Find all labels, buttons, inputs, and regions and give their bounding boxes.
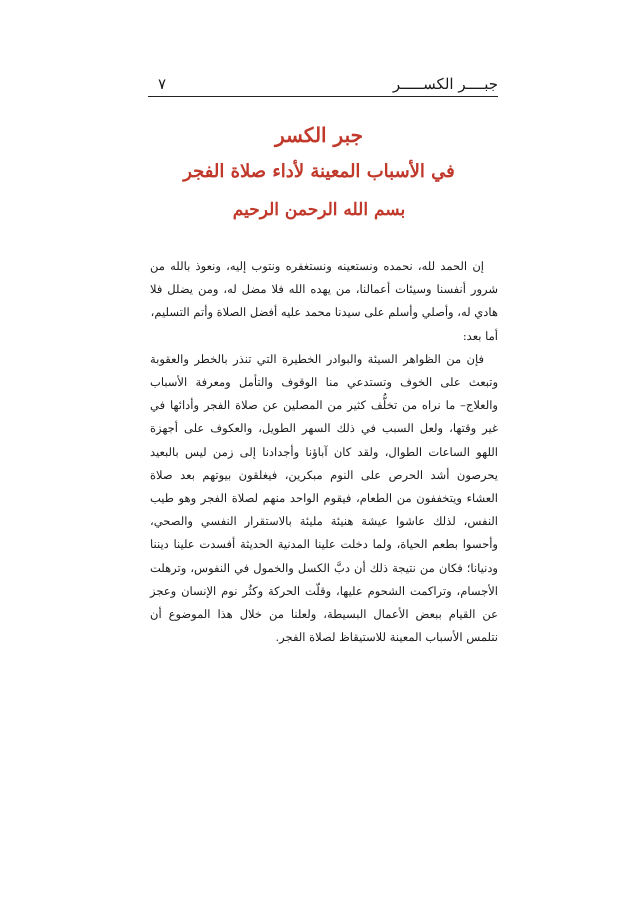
- body-text: [150, 255, 498, 649]
- running-header: [148, 74, 498, 97]
- document-subtitle: في الأسباب المعينة لأداء صلاة الفجر: [183, 161, 455, 182]
- document-title: جبر الكسر: [275, 123, 363, 147]
- page-number: ٧: [158, 75, 167, 93]
- main-paragraph: فإن من الظواهر السيئة والبوادر الخطيرة التي تنذر بالخطر والعقوبة وتبعث على الخوف وتستدعي منا الوقوف والتأمل ومعرفة الأسباب والعلاج– ما نراه من تخلُّف كثير من المصلين عن صلاة الفجر وأدائها في غير وقتها، ولعل السبب في ذلك السهر الطويل، والعكوف على أجهزة اللهو الساعات الطوال، ولقد كان آباؤنا وأجدادنا إلى زمن ليس بالبعيد يحرصون أشد الحرص على النوم مبكرين، فيغلقون بيوتهم بعد صلاة العشاء ويتخففون من الطعام، فيقوم الواحد منهم لصلاة الفجر وهو طيب النفس، لذلك عاشوا عيشة هنيئة مليئة بالاستقرار النفسي والصحي، وأحسوا بطعم الحياة، ولما دخلت علينا المدنية الحديثة أفسدت علينا ديننا ودنيانا؛ فكان من نتيجة ذلك أن دبَّ الكسل والخمول في النفوس، وترهلت الأجسام، وتراكمت الشحوم عليها، وقلّت الحركة وكثُر نوم الإنسان وعجز عن القيام ببعض الأعمال البسيطة، ولعلنا من خلال هذا الموضوع أن نتلمس الأسباب المعينة للاستيقاظ لصلاة الفجر.: [150, 351, 498, 645]
- running-title: جبــــر الكســـــر: [392, 75, 498, 93]
- headings-block: [0, 120, 638, 224]
- transition-line: أما بعد:: [462, 328, 498, 343]
- basmala-heading: بسم الله الرحمن الرحيم: [232, 200, 406, 220]
- opening-paragraph: إن الحمد لله، نحمده ونستعينه ونستغفره ونتوب إليه، ونعوذ بالله من شرور أنفسنا وسيئات أعمالنا، من يهده الله فلا مضل له، ومن يضلل فلا هادي له، وأصلي وأسلم على سيدنا محمد عليه أفضل الصلاة وأتم التسليم،: [150, 259, 498, 320]
